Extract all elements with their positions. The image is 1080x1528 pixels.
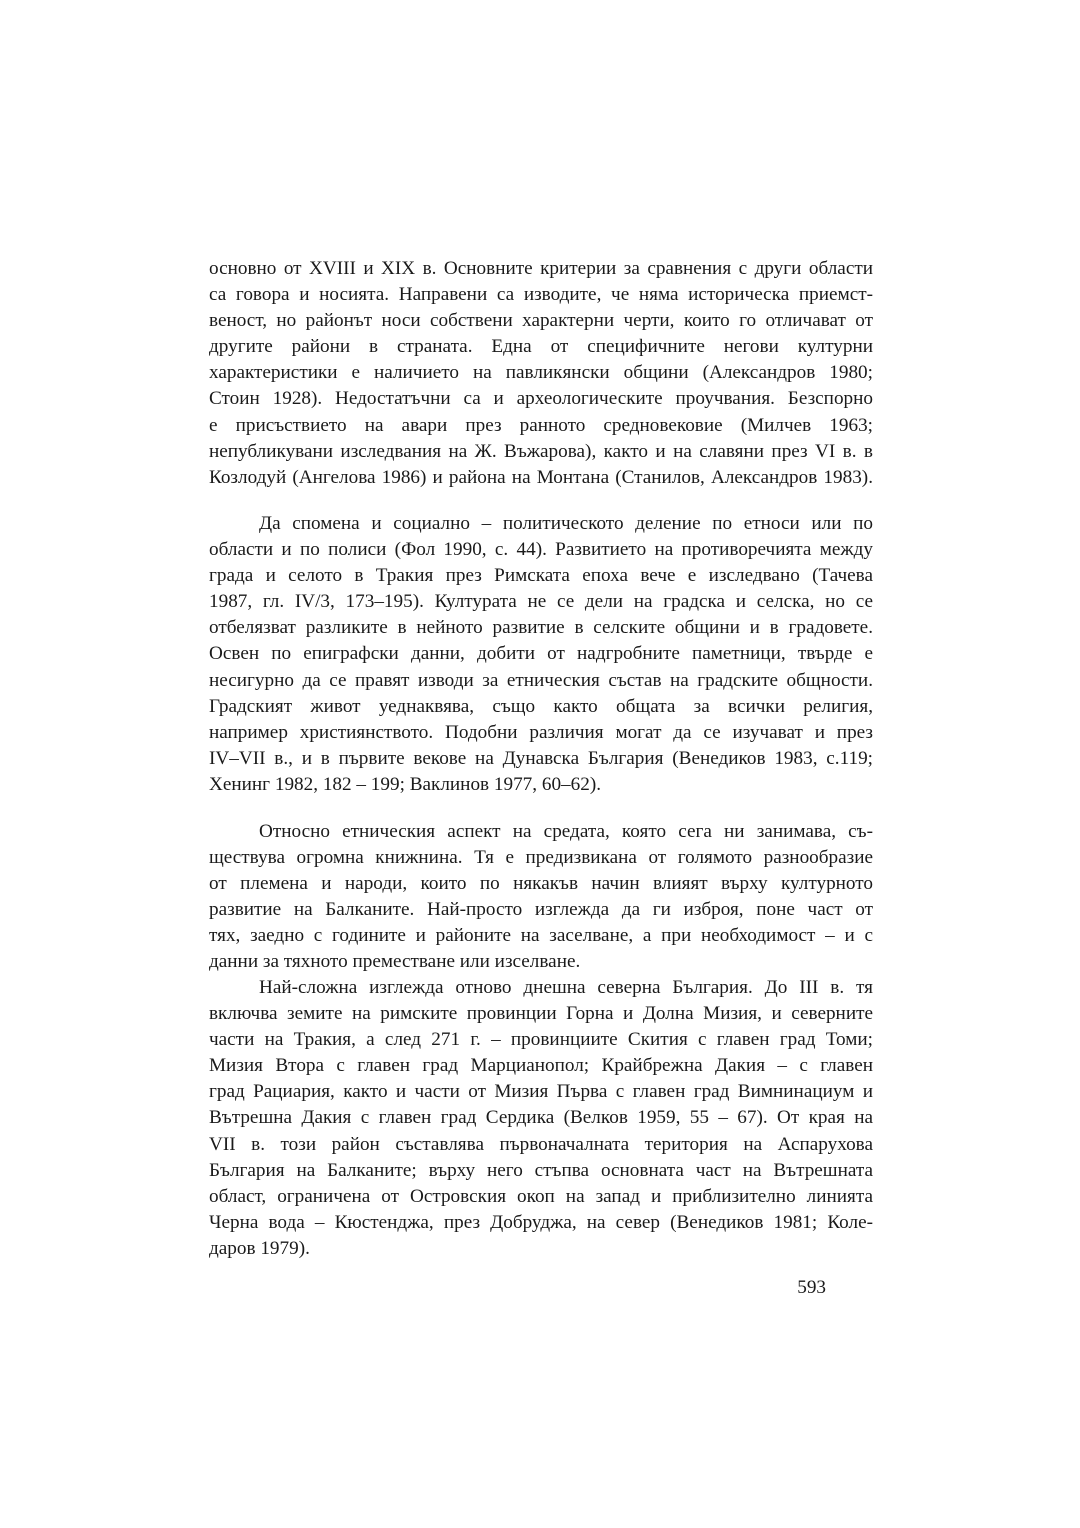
text-line: другите райони в страната. Една от специфичните негови културни (209, 336, 873, 358)
text-line: веност, но районът носи собствени характерни черти, които го отличават от (209, 310, 873, 332)
text-line: данни за тяхното преместване или изселване. (209, 951, 581, 973)
text-line: развитие на Балканите. Най-просто изглежда да ги изброя, поне част от (209, 899, 873, 921)
text-line: Черна вода – Кюстенджа, през Добруджа, на север (Венедиков 1981; Коле- (209, 1211, 873, 1233)
paragraph-1 (209, 256, 873, 491)
paragraph-4 (209, 975, 873, 1262)
text-line: са говора и носията. Направени са изводите, че няма историческа приемст- (209, 284, 873, 306)
text-line: Относно етническия аспект на средата, която сега ни занимава, съ- (259, 821, 873, 842)
text-line: Най-сложна изглежда отново днешна северна България. До III в. тя (259, 977, 873, 998)
text-line: IV–VII в., и в първите векове на Дунавска България (Венедиков 1983, с.119; (209, 747, 873, 769)
text-line: несигурно да се правят изводи за етническия състав на градските общности. (209, 669, 873, 691)
text-line: от племена и народи, които по някакъв начин влияят върху културното (209, 873, 873, 895)
text-line: Мизия Втора с главен град Марцианопол; Крайбрежна Дакия – с главен (209, 1055, 873, 1077)
text-line: града и селото в Тракия през Римската епоха вече е изследвано (Тачева (209, 565, 873, 587)
text-line: Градският живот уеднаквява, също както общата за всички религия, (209, 695, 873, 717)
text-line: включва земите на римските провинции Горна и Долна Мизия, и северните (209, 1003, 873, 1025)
text-line: например християнството. Подобни различия могат да се изучават и през (209, 721, 873, 743)
text-line: България на Балканите; върху него стъпва основната част на Вътрешната (209, 1159, 873, 1181)
paragraph-2 (209, 511, 873, 798)
text-line: тях, заедно с годините и районите на заселване, а при необходимост – и с (209, 925, 873, 947)
paragraph-3 (209, 819, 873, 976)
text-line: ществува огромна книжнина. Тя е предизвикана от голямото разнообразие (209, 847, 873, 869)
text-line: Да спомена и социално – политическото деление по етноси или по (259, 513, 873, 534)
text-line: области и по полиси (Фол 1990, с. 44). Развитието на противоречията между (209, 539, 873, 561)
text-line: отбелязват разликите в нейното развитие в селските общини и в градовете. (209, 617, 873, 639)
text-line: части на Тракия, а след 271 г. – провинциите Скития с главен град Томи; (209, 1029, 873, 1051)
text-line: Вътрешна Дакия с главен град Сердика (Велков 1959, 55 – 67). От края на (209, 1107, 873, 1129)
text-line: характеристики е наличието на павликянски общини (Александров 1980; (209, 362, 873, 384)
text-line: Козлодуй (Ангелова 1986) и района на Монтана (Станилов, Александров 1983). (209, 466, 873, 488)
text-line: VII в. този район съставлява първоначалната територия на Аспарухова (209, 1133, 873, 1155)
text-line: 1987, гл. IV/3, 173–195). Културата не се дели на градска и селска, но се (209, 591, 873, 613)
text-line: Стоин 1928). Недостатъчни са и археологическите проучвания. Безспорно (209, 388, 873, 410)
text-line: даров 1979). (209, 1237, 310, 1259)
page-number: 593 (797, 1277, 826, 1298)
text-line: основно от XVIII и XIX в. Основните критерии за сравнения с други области (209, 258, 873, 279)
text-line: област, ограничена от Островския окоп на запад и приблизително линията (209, 1185, 873, 1207)
text-line: е присъствието на авари през ранното средновековие (Милчев 1963; (209, 414, 873, 436)
text-line: град Рациария, както и части от Мизия Първа с главен град Вимнинациум и (209, 1081, 873, 1103)
text-line: Хенинг 1982, 182 – 199; Ваклинов 1977, 60–62). (209, 773, 602, 795)
text-line: Освен по епиграфски данни, добити от надгробните паметници, твърде е (209, 643, 873, 665)
text-line: непубликувани изследвания на Ж. Въжарова), както и на славяни през VI в. в (209, 440, 873, 462)
